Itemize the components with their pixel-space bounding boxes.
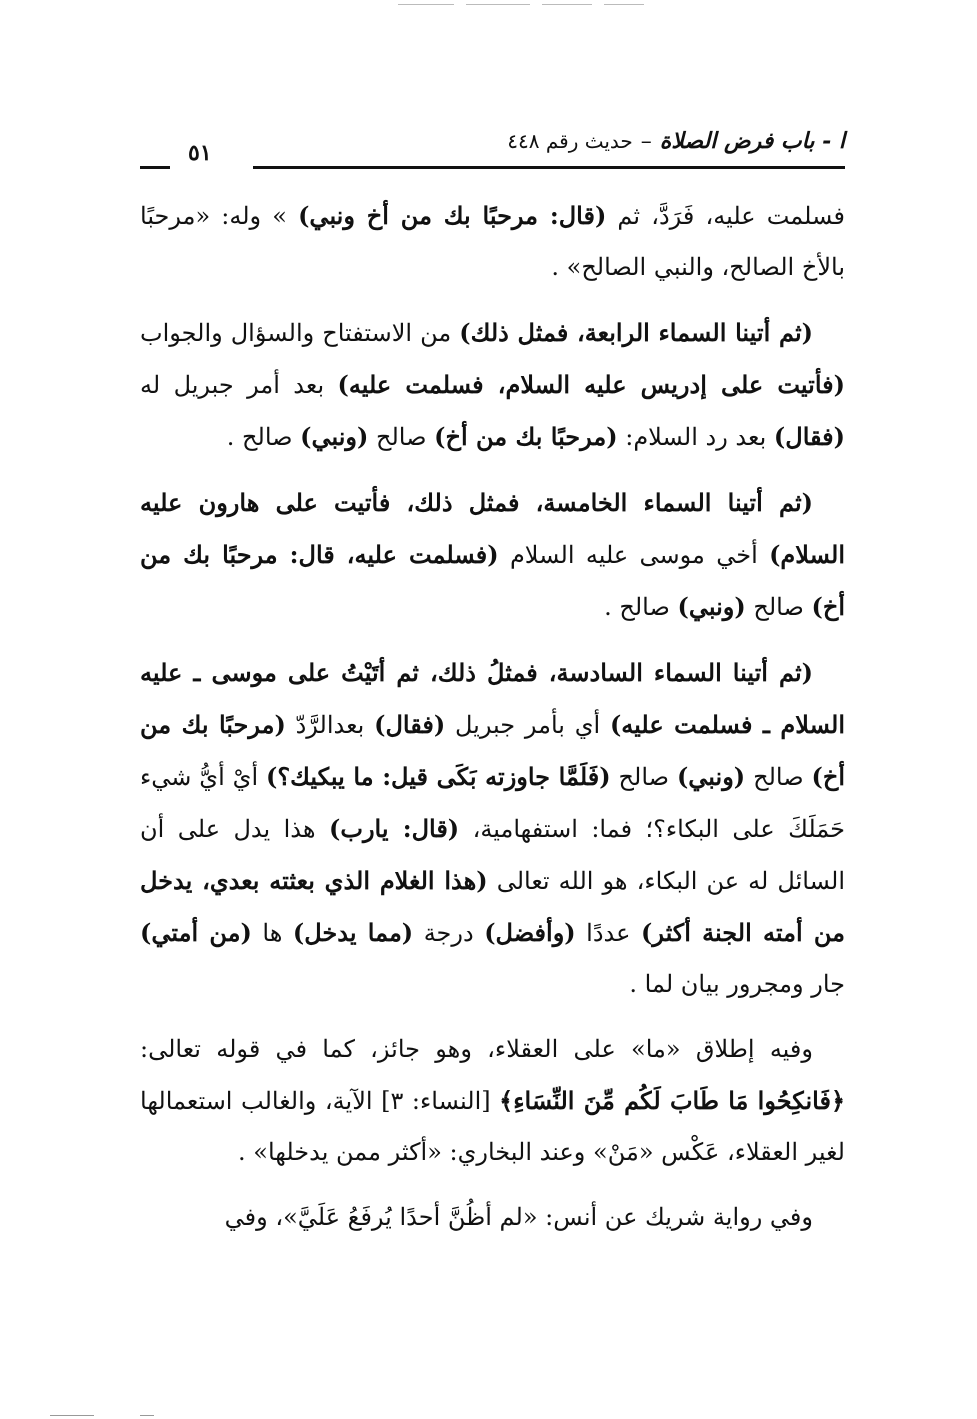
bold-segment: (ثم أتينا السماء الخامسة، فمثل ذلك، فأتيت على هارون عليه السلام) <box>140 488 846 569</box>
text-segment: صالح <box>745 763 812 791</box>
text-segment: صالح <box>368 423 435 451</box>
page-number: ٥١ <box>188 140 212 166</box>
bold-segment: (مما يدخل) <box>292 918 414 947</box>
text-segment: صالح <box>745 593 812 621</box>
bold-segment: (فأتيت على إدريس عليه السلام، فسلمت عليه) <box>337 370 845 399</box>
text-segment: من الاستفتاح والسؤال والجواب <box>140 319 460 347</box>
bold-segment: (هذا الغلام الذي بعثته بعدي، يدخل من أمته الجنة أكثر) <box>140 866 845 947</box>
paragraph <box>140 477 845 633</box>
bold-segment: (من أمتي) <box>140 918 252 947</box>
paragraph <box>140 307 845 463</box>
bold-segment: (فَلَمَّا جاوزته بَكَى قيل: ما يبكيك؟) <box>266 762 611 791</box>
text-segment: درجة <box>413 919 485 947</box>
bold-segment: (قال: مرحبًا بك من أخ ونبي) <box>298 201 607 230</box>
top-scan-mark <box>542 4 592 5</box>
text-segment: وفيه إطلاق «ما» على العقلاء، وهو جائز، كما في قوله تعالى: <box>140 1035 813 1063</box>
text-segment: [النساء: ٣] الآية، والغالب استعمالها لغير العقلاء، عَكْس «مَنْ» وعند البخاري: «أكثر ممن يدخلها» . <box>140 1087 845 1166</box>
text-segment: أخي موسى عليه السلام <box>498 541 770 569</box>
text-segment: جار ومجرور بيان لما . <box>629 970 845 998</box>
bold-segment: (ثم أتينا السماء السادسة، فمثلُ ذلك، ثم أتَيْتُ على موسى ـ عليه السلام ـ فسلمت عليه) <box>140 658 846 739</box>
bottom-scan-mark <box>50 1415 94 1416</box>
text-segment: فسلمت عليه، فَرَدَّ، ثم <box>606 202 845 230</box>
hadith-reference: حديث رقم ٤٤٨ <box>507 129 633 153</box>
text-segment: وفي رواية شريك عن أنس: «لم أظُنَّ أحدًا يُرفَعُ عَلَيَّ»، وفي <box>224 1203 813 1231</box>
header-separator: – <box>640 129 652 154</box>
bold-segment: (قال: يارب) <box>329 814 460 843</box>
bold-segment: (فسلمت عليه، قال: مرحبًا بك من أخ) <box>140 540 845 621</box>
paragraph <box>140 647 845 1010</box>
bold-segment: (ونبي) <box>300 422 369 451</box>
text-segment: صالح . <box>226 423 301 451</box>
paragraph <box>140 1192 845 1243</box>
bold-segment: (ونبي) <box>676 762 746 791</box>
body-text <box>140 190 845 1257</box>
text-segment: » وله: «مرحبًا بالأخ الصالح، والنبي الصالح» . <box>140 202 845 281</box>
text-segment: أي بأمر جبريل <box>445 711 610 739</box>
bold-segment: (فقال) <box>773 422 845 451</box>
top-scan-mark <box>466 4 530 5</box>
paragraph <box>140 1024 845 1178</box>
bold-segment: ﴿فَانكِحُوا مَا طَابَ لَكُم مِّنَ النِّسَاءِ﴾ <box>499 1086 846 1115</box>
chapter-heading <box>507 128 845 154</box>
bold-segment: (ونبي) <box>677 592 746 621</box>
text-segment: بعدالرَّدّ <box>285 711 375 739</box>
text-segment: عددًا <box>575 919 641 947</box>
text-segment: صالح <box>610 763 677 791</box>
bottom-scan-mark <box>140 1415 154 1416</box>
bold-segment: (مرحبًا بك من أخ) <box>140 710 845 791</box>
text-segment: أيْ أيُّ شيء حَمَلَكَ على البكاء؟؛ فما: استفهامية، <box>140 763 846 843</box>
bold-segment: (وأفضل) <box>484 918 576 947</box>
bold-segment: (ثم أتينا السماء الرابعة، فمثل ذلك) <box>459 318 813 347</box>
text-segment: بعد رد السلام: <box>617 423 774 451</box>
text-segment: بعد أمر جبريل له <box>140 371 338 399</box>
page-number-rule <box>140 166 170 169</box>
top-scan-mark <box>398 4 454 5</box>
top-scan-mark <box>604 4 644 5</box>
bold-segment: (فقال) <box>374 710 446 739</box>
header-rule <box>253 166 845 169</box>
paragraph <box>140 190 845 293</box>
text-segment: ها <box>251 919 293 947</box>
text-segment: صالح . <box>604 593 678 621</box>
running-header <box>140 128 845 172</box>
text-segment: هذا يدل على أن السائل له عن البكاء، هو الله تعالى <box>140 815 845 895</box>
bold-segment: (مرحبًا بك من أخ) <box>434 422 618 451</box>
chapter-title: ا - باب فرض الصلاة <box>659 128 845 154</box>
